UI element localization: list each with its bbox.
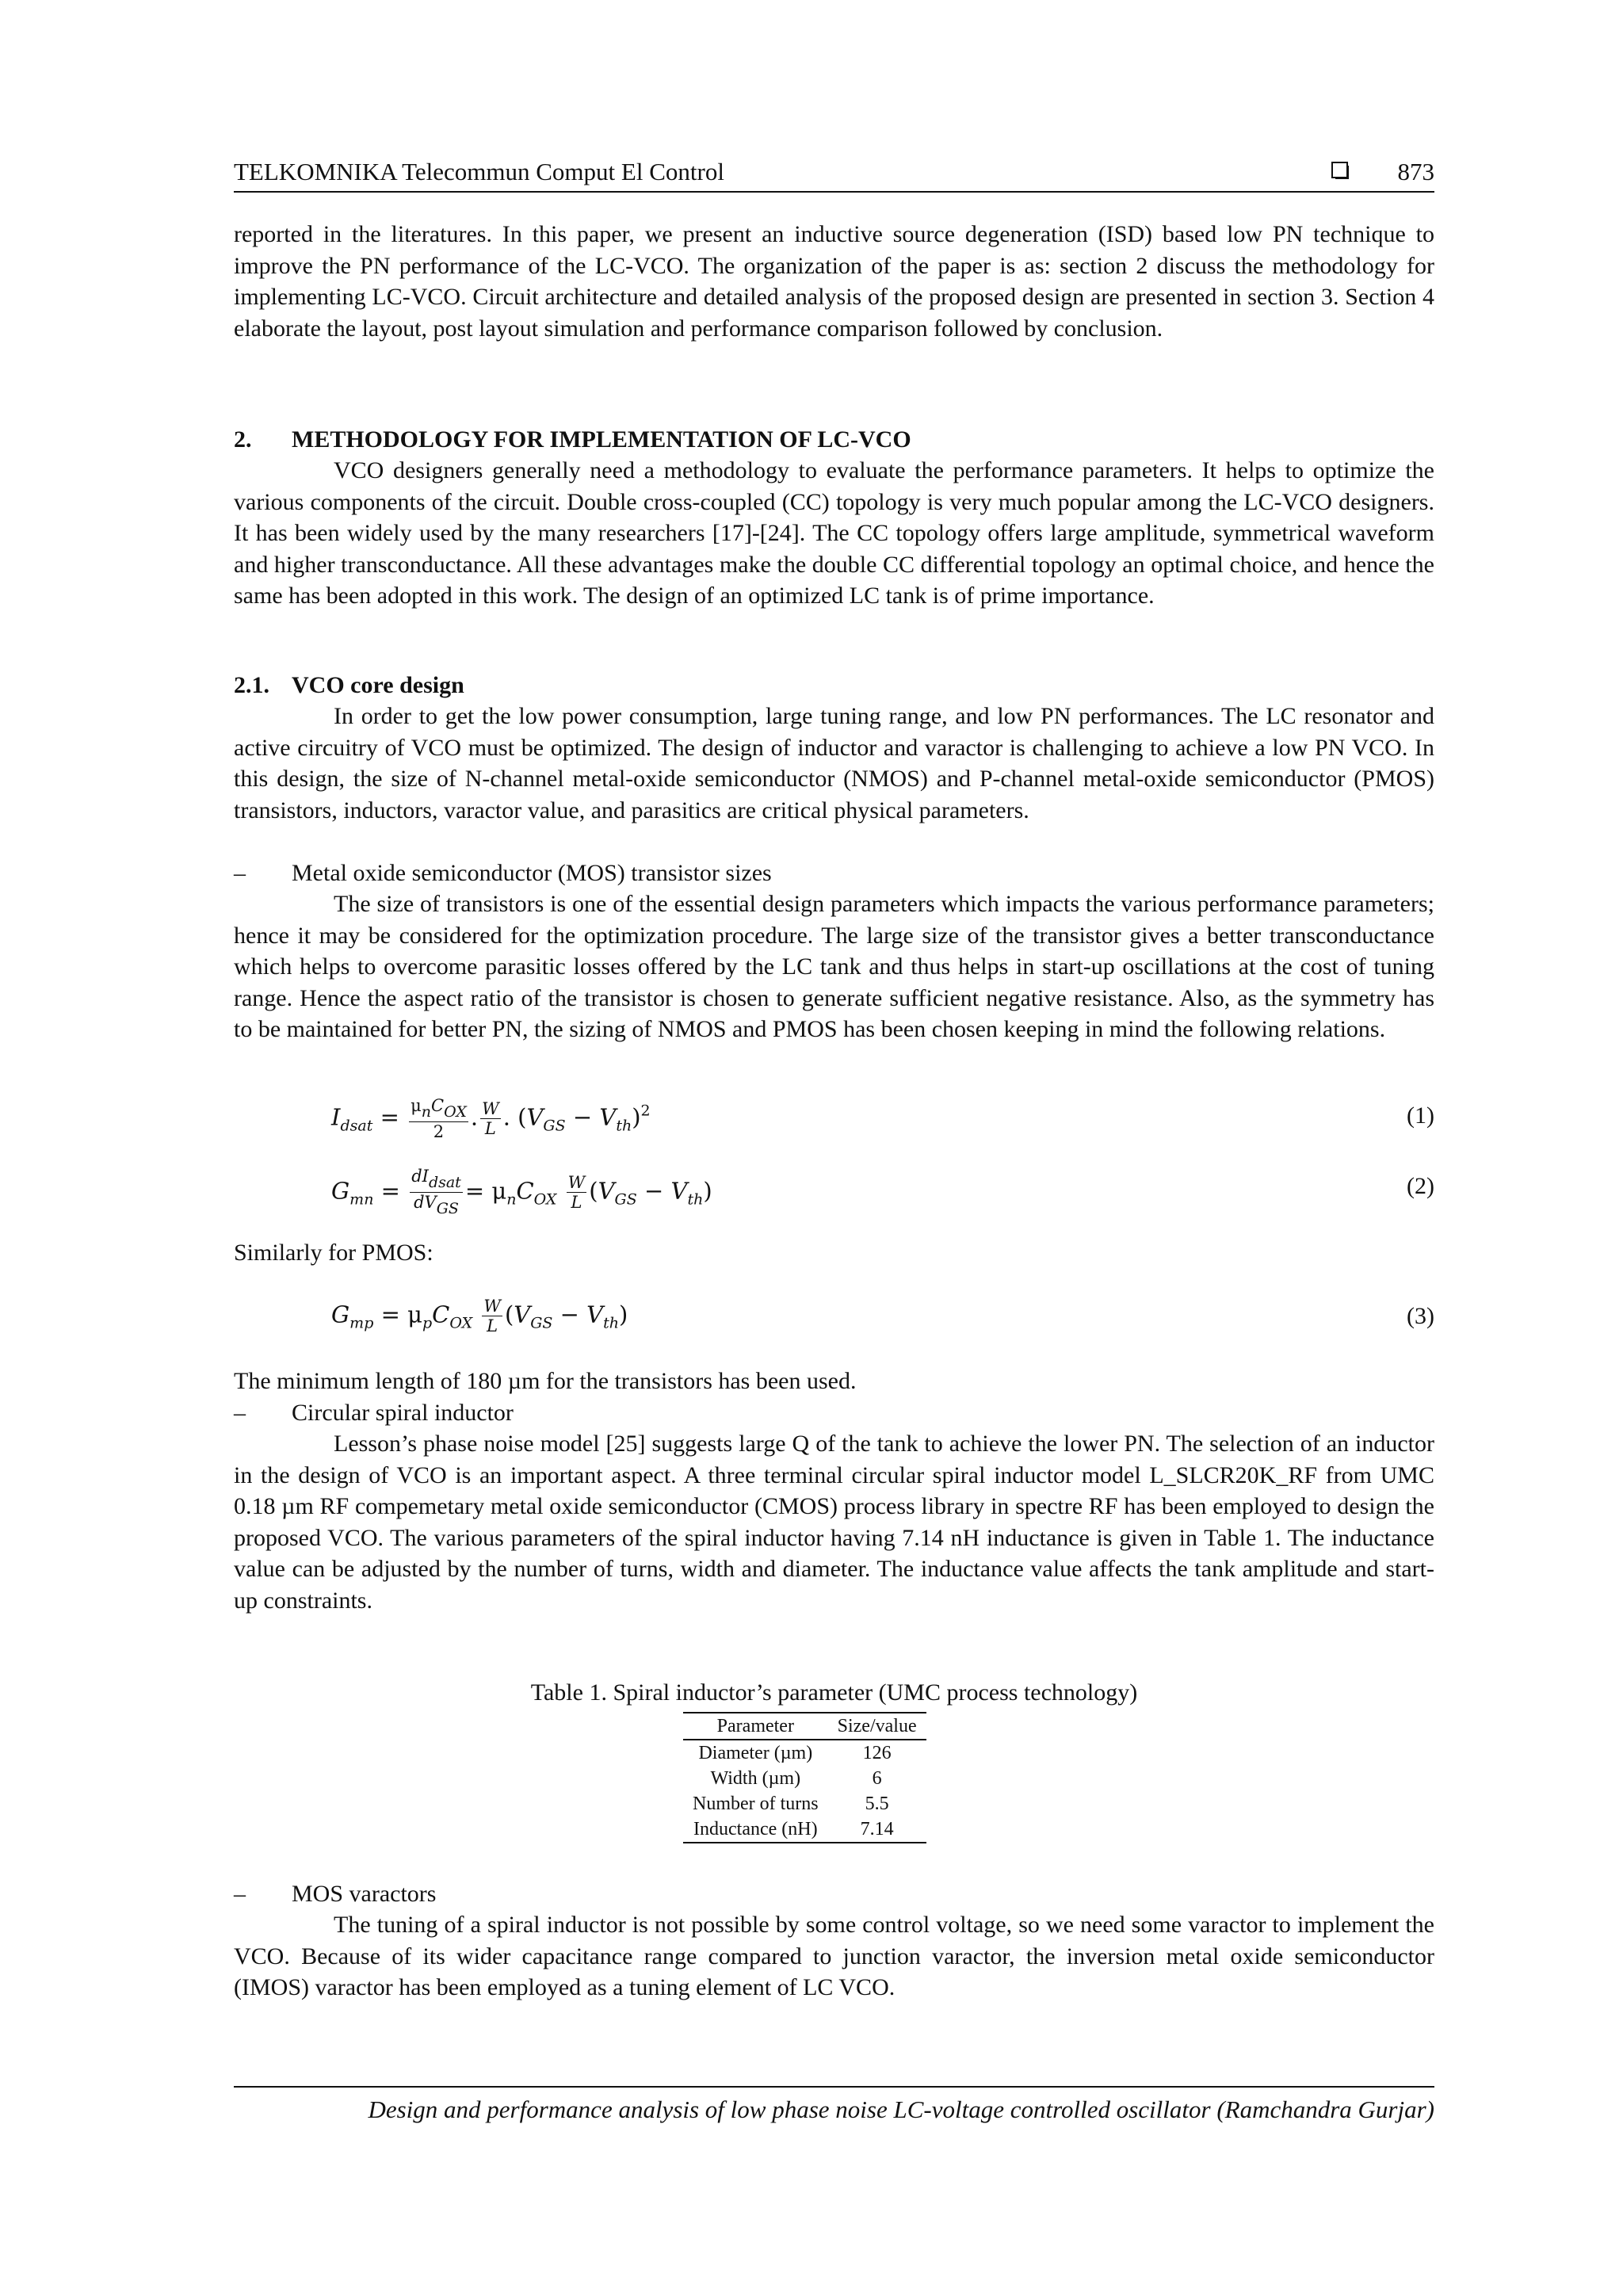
table-cell: 7.14: [828, 1817, 926, 1843]
equation-number: (3): [1407, 1303, 1434, 1329]
section-title: METHODOLOGY FOR IMPLEMENTATION OF LC-VCO: [292, 426, 911, 453]
table-cell: 126: [862, 1743, 892, 1763]
running-header: [234, 153, 1434, 193]
equation-1-formula: $I_{dsat}$ = $\frac{\text{μnCOX}}{2}$ . $\frac{W}{L}$ . $(V_{GS} - V_{th})^2$: [331, 1096, 651, 1141]
table-1: [683, 1712, 926, 1843]
table-cell: Width (µm): [710, 1768, 801, 1789]
section-number: 2.: [234, 426, 252, 453]
section-2-paragraph: VCO designers generally need a methodology to evaluate the performance parameters. It helps to optimize the various components of the circuit. Double cross-coupled (CC) topology is very much popular among the LC-VCO designers. It has been widely used by the many researchers [17]-[24]. The CC topology offers large amplitude, symmetrical waveform and higher transconductance. All these advantages make the double CC differential topology an optimal choice, and hence the same has been adopted in this work. The design of an optimized LC tank is of prime importance.: [234, 457, 1434, 609]
table-header-cell: Size/value: [828, 1713, 926, 1740]
square-bullet-icon: [1331, 162, 1348, 178]
subsection-2-1-heading: [234, 670, 464, 701]
table-row: [683, 1791, 926, 1817]
bullet-title: Metal oxide semiconductor (MOS) transistor sizes: [292, 860, 772, 886]
fraction: $\frac{\text{μnCOX}}{2}$: [411, 1096, 467, 1141]
equation-3: [331, 1297, 1434, 1344]
mos-sizes-body: [234, 888, 1434, 1045]
mos-sizes-paragraph: The size of transistors is one of the essential design parameters which impacts the various performance parameters; hence it may be considered for the optimization procedure. The large size of the transistor gives a better transconductance which helps to overcome parasitic losses offered by the LC tank and thus helps in start-up oscillations at the cost of tuning range. Hence the aspect ratio of the transistor is chosen to generate sufficient negative resistance. Also, as the symmetry has to be maintained for better PN, the sizing of NMOS and PMOS has been chosen keeping in mind the following relations.: [234, 891, 1434, 1042]
equation-2-formula: $G_{mn}$ = $\frac{\text{dIdsat}}{\text{dVGS}}$ = $\mu_nC_{OX}$ $\frac{W}{L}$ $(V_{GS} - V_{th})$: [331, 1167, 712, 1217]
subsection-2-1-paragraph: In order to get the low power consumption, large tuning range, and low PN performances. The LC resonator and active circuitry of VCO must be optimized. The design of inductor and varactor is challenging to achieve a low PN VCO. In this design, the size of N-channel metal-oxide semiconductor (NMOS) and P-channel metal-oxide semiconductor (PMOS) transistors, inductors, varactor value, and parasitics are critical physical parameters.: [234, 703, 1434, 823]
dash-bullet: –: [234, 860, 246, 886]
journal-name: TELKOMNIKA Telecommun Comput El Control: [234, 158, 724, 185]
spiral-inductor-paragraph: Lesson’s phase noise model [25] suggests large Q of the tank to achieve the lower PN. The selection of an inductor in the design of VCO is an important aspect. A three terminal circular spiral inductor model L_SLCR20K_RF from UMC 0.18 µm RF compemetary metal oxide semiconductor (CMOS) process library in spectre RF has been employed to design the proposed VCO. The various parameters of the spiral inductor having 7.14 nH inductance is given in Table 1. The inductance value can be adjusted by the number of turns, width and diameter. The inductance value affects the tank amplitude and start-up constraints.: [234, 1431, 1434, 1614]
table-header-row: [683, 1713, 926, 1740]
running-footer: Design and performance analysis of low phase noise LC-voltage controlled oscillator (Ramchandra Gurjar): [234, 2086, 1434, 2129]
min-length-text: The minimum length of 180 µm for the transistors has been used.: [234, 1368, 857, 1394]
fraction: $\frac{W}{L}$: [567, 1173, 586, 1212]
equation-number: (1): [1407, 1102, 1434, 1129]
dash-bullet: –: [234, 1400, 246, 1426]
subsection-2-1-body: [234, 701, 1434, 826]
table-row: [683, 1817, 926, 1843]
table-cell: 5.5: [865, 1794, 889, 1814]
bullet-spiral-inductor: [234, 1397, 514, 1429]
dash-bullet: –: [234, 1881, 246, 1907]
table-cell: Inductance (nH): [683, 1817, 828, 1843]
equation-1: [331, 1096, 1434, 1144]
bullet-title: Circular spiral inductor: [292, 1400, 514, 1426]
paper-page: [234, 0, 1434, 2296]
bullet-mos-sizes: [234, 858, 772, 889]
equation-number: (2): [1407, 1173, 1434, 1199]
table-row: [683, 1766, 926, 1791]
fraction: $\frac{W}{L}$: [483, 1297, 501, 1335]
subsection-number: 2.1.: [234, 672, 269, 698]
fraction: $\frac{W}{L}$: [482, 1099, 499, 1138]
table-header-cell: Parameter: [683, 1713, 828, 1740]
intro-paragraph: reported in the literatures. In this paper, we present an inductive source degeneration (ISD) based low PN technique to improve the PN performance of the LC-VCO. The organization of the paper is as: section 2 discuss the methodology for implementing LC-VCO. Circuit architecture and detailed analysis of the proposed design are presented in section 3. Section 4 elaborate the layout, post layout simulation and performance comparison followed by conclusion.: [234, 221, 1434, 342]
equation-3-formula: $G_{mp} = \mu_pC_{OX}$ $\frac{W}{L}$ $(V_{GS} - V_{th})$: [331, 1297, 628, 1335]
bullet-mos-varactors: [234, 1878, 436, 1910]
subsection-title: VCO core design: [292, 672, 464, 698]
table-row: [683, 1740, 926, 1766]
equation-2: [331, 1167, 1434, 1217]
spiral-inductor-body: [234, 1428, 1434, 1616]
mos-varactors-body: [234, 1909, 1434, 2004]
section-2-heading: [234, 424, 911, 456]
table-1-caption: Table 1. Spiral inductor’s parameter (UMC process technology): [530, 1679, 1138, 1706]
fraction: $\frac{\text{dIdsat}}{\text{dVGS}}$: [411, 1167, 461, 1217]
table-cell: 6: [872, 1768, 882, 1789]
intro-paragraph-block: [234, 219, 1434, 344]
section-2-body: [234, 455, 1434, 612]
mos-varactors-paragraph: The tuning of a spiral inductor is not possible by some control voltage, so we need some varactor to implement the VCO. Because of its wider capacitance range compared to junction varactor, the inversion metal oxide semiconductor (IMOS) varactor has been employed as a tuning element of LC VCO.: [234, 1912, 1434, 2000]
page-number: 873: [1397, 158, 1434, 185]
bullet-title: MOS varactors: [292, 1881, 437, 1907]
table-cell: Number of turns: [693, 1794, 819, 1814]
similarly-pmos-text: Similarly for PMOS:: [234, 1240, 433, 1266]
table-cell: Diameter (µm): [698, 1743, 813, 1763]
